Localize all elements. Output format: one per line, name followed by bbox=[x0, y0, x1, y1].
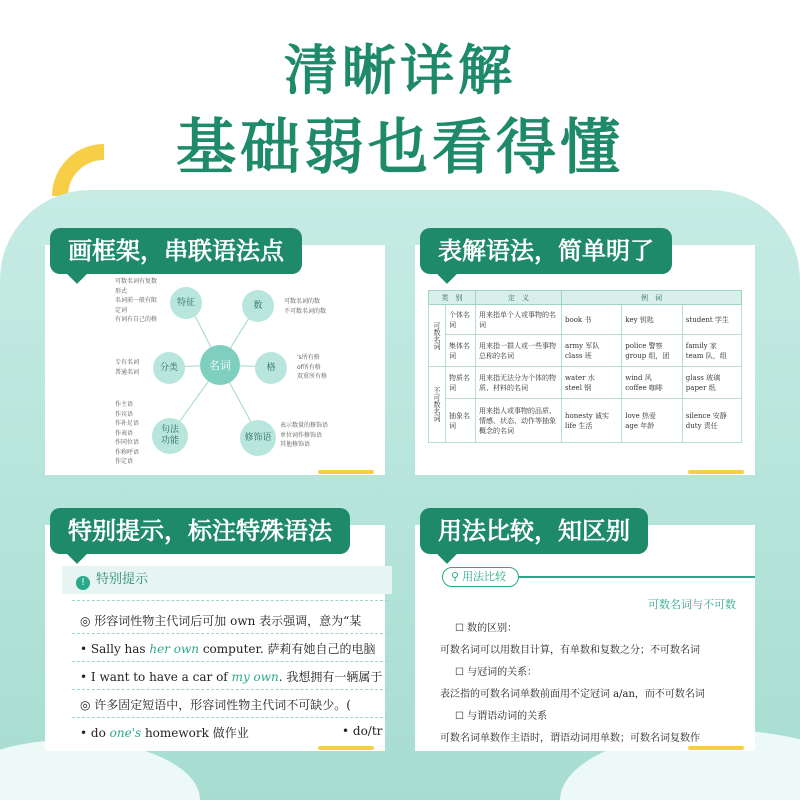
compare-title: 可数名词与不可数 bbox=[648, 598, 736, 611]
divider bbox=[72, 600, 388, 601]
mindmap-node-feature: 特征 bbox=[170, 287, 202, 319]
card-accent bbox=[318, 470, 374, 474]
tips-header: ! 特别提示 bbox=[62, 566, 392, 594]
card-accent bbox=[688, 470, 744, 474]
compare-text-1: 可数名词可以用数目计算，有单数和复数之分；不可数名词 bbox=[440, 645, 700, 656]
search-icon: ⚲ bbox=[451, 570, 460, 583]
mindmap-category-items: 专有名词 普通名词 bbox=[115, 359, 140, 376]
info-icon: ! bbox=[76, 576, 90, 590]
compare-point-2: ☐ 与冠词的关系： bbox=[455, 667, 538, 678]
table-group-countable: 可数名词 bbox=[429, 305, 446, 367]
mindmap-node-case: 格 bbox=[255, 352, 287, 384]
compare-point-3: ☐ 与谓语动词的关系 bbox=[455, 711, 548, 722]
table-header: 类 别 bbox=[429, 291, 476, 305]
framework-tab: 画框架，串联语法点 bbox=[50, 228, 302, 274]
compare-point-1: ☐ 数的区别： bbox=[455, 623, 518, 634]
mindmap-case-items: 's所有格 of所有格 双重所有格 bbox=[297, 354, 328, 380]
table-group-uncountable: 不可数名词 bbox=[429, 367, 446, 443]
table-row: 集体名词 用来指一群人或一些事物总称的名词 army 军队 class 班 police 警察 group 组，团 family 家 team 队，组 bbox=[429, 335, 742, 367]
mindmap-number-items: 可数名词的数 不可数名词的数 bbox=[284, 298, 327, 315]
tip-example-1: • Sally has her own computer. 萨莉有她自己的电脑 bbox=[80, 642, 376, 656]
tip-example-2: • I want to have a car of my own. 我想拥有一辆属于 bbox=[80, 670, 383, 684]
mindmap-function-items: 作主语 作宾语 作补足语 作表语 作同位语 作称呼语 作定语 bbox=[115, 401, 140, 465]
divider bbox=[72, 689, 388, 690]
card-accent bbox=[688, 746, 744, 750]
divider bbox=[72, 633, 388, 634]
compare-text-3: 可数名词单数作主语时，谓语动词用单数；可数名词复数作 bbox=[440, 733, 700, 744]
table-header: 定 义 bbox=[476, 291, 562, 305]
mindmap-node-number: 数 bbox=[242, 290, 274, 322]
mindmap-node-category: 分类 bbox=[153, 352, 185, 384]
table-tab: 表解语法，简单明了 bbox=[420, 228, 672, 274]
table-header: 例 词 bbox=[562, 291, 742, 305]
mindmap-feature-items: 可数名词有复数 形式 名词前一般有限 定词 有词有自己的格 bbox=[115, 278, 158, 323]
mindmap-center-node: 名词 bbox=[200, 345, 240, 385]
headline-line2: 基础弱也看得懂 bbox=[176, 113, 624, 183]
tip-rule-2: ◎ 许多固定短语中，形容词性物主代词不可缺少。( bbox=[80, 698, 351, 712]
mindmap-modifier-items: 表示数量的修饰语 单位词作修饰语 其他修饰语 bbox=[280, 422, 329, 448]
table-row: 可数名词 个体名词 用来指单个人或事物的名词 book 书 key 钥匙 student 学生 bbox=[429, 305, 742, 335]
tips-tab: 特别提示，标注特殊语法 bbox=[50, 508, 350, 554]
table-row: 抽象名词 用来指人或事物的品质、情感、状态、动作等抽象概念的名词 honesty 诚实 life 生活 love 热爱 age 年龄 silence 安静 duty 责任 bbox=[429, 399, 742, 443]
compare-tab: 用法比较，知区别 bbox=[420, 508, 648, 554]
compare-text-2: 表泛指的可数名词单数前面用不定冠词 a/an，而不可数名词 bbox=[440, 689, 705, 700]
tip-example-3: • do one's homework 做作业 bbox=[80, 726, 249, 740]
tip-example-4: • do/tr bbox=[342, 724, 383, 738]
table-row: 不可数名词 物质名词 用来指无法分为个体的物质、材料的名词 water 水 steel 钢 wind 风 coffee 咖啡 glass 玻璃 paper 纸 bbox=[429, 367, 742, 399]
tip-rule-1: ◎ 形容词性物主代词后可加 own 表示强调，意为“某 bbox=[80, 614, 362, 628]
mindmap-node-function: 句法 功能 bbox=[152, 418, 188, 454]
mindmap-node-modifier: 修饰语 bbox=[240, 420, 276, 456]
headline-line1: 清晰详解 bbox=[284, 39, 516, 102]
divider bbox=[72, 717, 388, 718]
compare-header: ⚲ 用法比较 bbox=[442, 567, 519, 587]
card-accent bbox=[318, 746, 374, 750]
divider bbox=[72, 661, 388, 662]
grammar-table bbox=[428, 290, 742, 443]
